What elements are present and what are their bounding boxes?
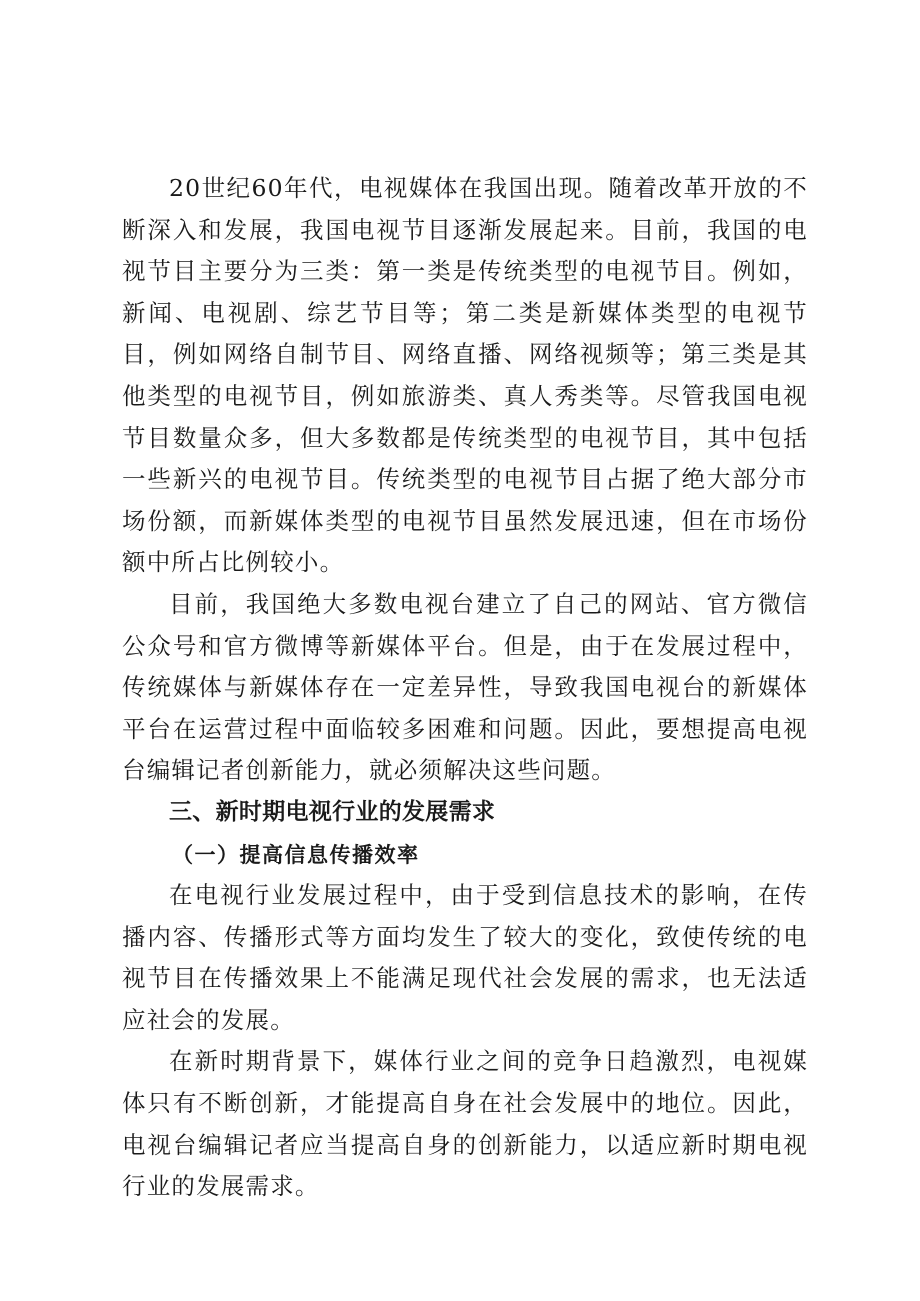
paragraph-new-media-platforms: 目前，我国绝大多数电视台建立了自己的网站、官方微信公众号和官方微博等新媒体平台。但是，由于在发展过程中，传统媒体与新媒体存在一定差异性，导致我国电视台的新媒体平台在运营过程中面临较多困难和问题。因此，要想提高电视台编辑记者创新能力，就必须解决这些问题。 [122,589,808,785]
paragraph-tv-program-types: 20世纪60年代，电视媒体在我国出现。随着改革开放的不断深入和发展，我国电视节目逐渐发展起来。目前，我国的电视节目主要分为三类：第一类是传统类型的电视节目。例如，新闻、电视剧、综艺节目等；第二类是新媒体类型的电视节目，例如网络自制节目、网络直播、网络视频等；第三类是其他类型的电视节目，例如旅游类、真人秀类等。尽管我国电视节目数量众多，但大多数都是传统类型的电视节目，其中包括一些新兴的电视节目。传统类型的电视节目占据了绝大部分市场份额，而新媒体类型的电视节目虽然发展迅速，但在市场份额中所占比例较小。 [122,174,808,577]
document-body [122,168,808,1208]
paragraph-innovation-need: 在新时期背景下，媒体行业之间的竞争日趋激烈，电视媒体只有不断创新，才能提高自身在社会发展中的地位。因此，电视台编辑记者应当提高自身的创新能力，以适应新时期电视行业的发展需求。 [122,1047,808,1201]
subsection-heading: （一）提高信息传播效率 [172,841,420,867]
section-heading: 三、新时期电视行业的发展需求 [169,798,496,825]
paragraph-information-technology: 在电视行业发展过程中，由于受到信息技术的影响，在传播内容、传播形式等方面均发生了较大的变化，致使传统的电视节目在传播效果上不能满足现代社会发展的需求，也无法适应社会的发展。 [122,881,808,1034]
